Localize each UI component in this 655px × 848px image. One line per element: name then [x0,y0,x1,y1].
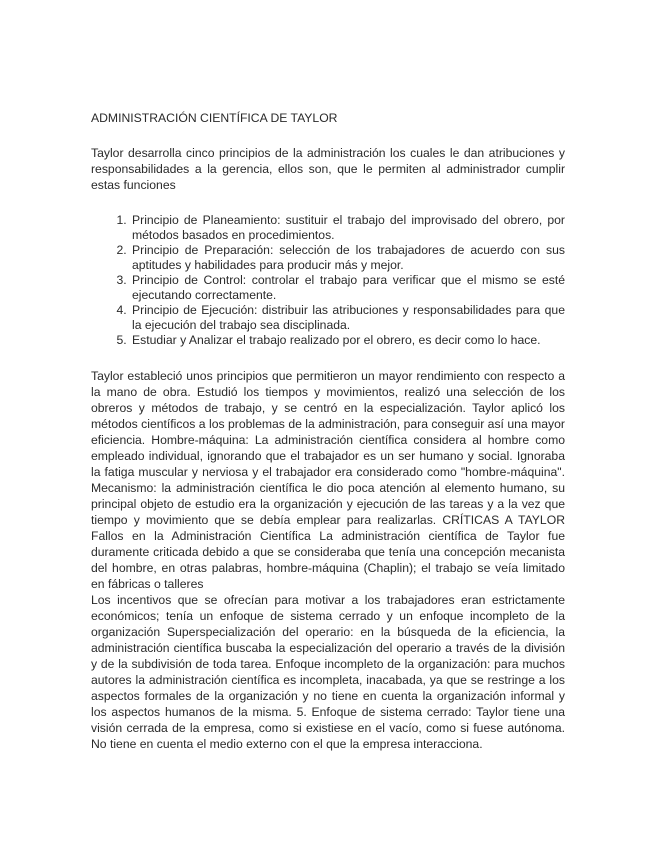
document-page [91,110,565,752]
list-item: 3. Principio de Control: controlar el trabajo para verificar que el mismo se esté ejecutando correctamente. [130,273,565,302]
body-paragraph-2: Los incentivos que se ofrecían para motivar a los trabajadores eran estrictamente económicos; tenía un enfoque de sistema cerrado y un enfoque incompleto de la organización Superspecialización del operario: en la búsqueda de la eficiencia, la administración científica buscaba la especialización del operario a través de la división y de la subdivisión de toda tarea. Enfoque incompleto de la organización: para muchos autores la administración científica es incompleta, inacabada, ya que se restringe a los aspectos formales de la organización y no tiene en cuenta la organización informal y los aspectos humanos de la misma. 5. Enfoque de sistema cerrado: Taylor tiene una visión cerrada de la empresa, como si existiese en el vacío, como si fuese autónoma. No tiene en cuenta el medio externo con el que la empresa interacciona. [91,592,565,751]
document-title: ADMINISTRACIÓN CIENTÍFICA DE TAYLOR [91,111,338,125]
list-item: 5. Estudiar y Analizar el trabajo realizado por el obrero, es decir como lo hace. [130,333,565,348]
intro-paragraph: Taylor desarrolla cinco principios de la administración los cuales le dan atribuciones y responsabilidades a la gerencia, ellos son, que le permiten al administrador cumplir estas funciones [91,146,565,192]
list-item: 2. Principio de Preparación: selección de los trabajadores de acuerdo con sus aptitudes y habilidades para producir más y mejor. [130,243,565,272]
principles-list [91,213,565,348]
list-item: 1. Principio de Planeamiento: sustituir el trabajo del improvisado del obrero, por métodos basados en procedimientos. [130,213,565,242]
body-paragraph-1: Taylor estableció unos principios que permitieron un mayor rendimiento con respecto a la mano de obra. Estudió los tiempos y movimientos, realizó una selección de los obreros y métodos de trabajo, y se centró en la especialización. Taylor aplicó los métodos científicos a los problemas de la administración, para conseguir así una mayor eficiencia. Hombre-máquina: La administración científica considera al hombre como empleado individual, ignorando que el trabajador es un ser humano y social. Ignoraba la fatiga muscular y nerviosa y el trabajador era considerado como "hombre-máquina". Mecanismo: la administración científica le dio poca atención al elemento humano, su principal objeto de estudio era la organización y ejecución de las tareas y a la vez que tiempo y movimiento que se debía emplear para realizarlas. CRÍTICAS A TAYLOR Fallos en la Administración Científica La administración científica de Taylor fue duramente criticada debido a que se consideraba que tenía una concepción mecanista del hombre, en otras palabras, hombre-máquina (Chaplin); el trabajo se veía limitado en fábricas o talleres [91,368,565,591]
list-item: 4. Principio de Ejecución: distribuir las atribuciones y responsabilidades para que la ejecución del trabajo sea disciplinada. [130,303,565,332]
